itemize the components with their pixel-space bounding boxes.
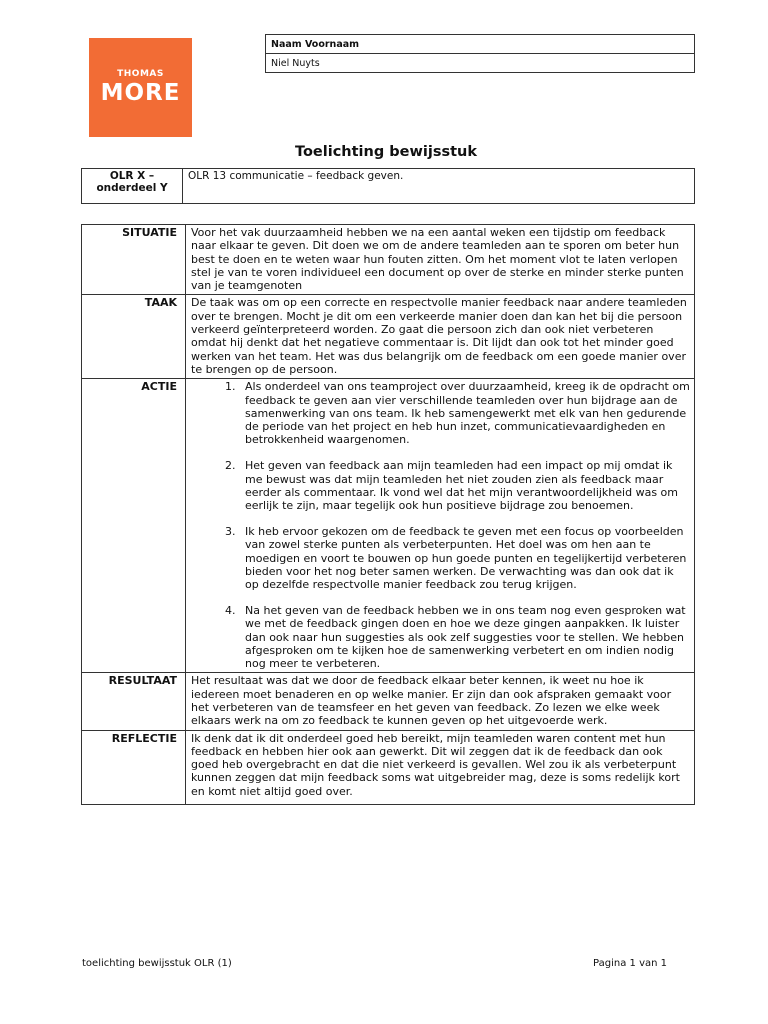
reflectie-label: REFLECTIE — [82, 730, 186, 804]
olr-label — [82, 169, 183, 204]
reflectie-text: Ik denk dat ik dit onderdeel goed heb bereikt, mijn teamleden waren content met hun feedback en hebben hier ook aan gewerkt. Dit wil zeggen dat ik de feedback dan ook goed heb overgebracht en dat die niet verkeerd is gevallen. Wel zou ik als verbeterpunt kunnen zeggen dat mijn feedback soms wat uitgebreider mag, deze is soms redelijk kort en komt niet altijd goed over. — [186, 730, 695, 804]
star-table — [81, 224, 695, 805]
actie-item: 2. Het geven van feedback aan mijn teamleden had een impact op mij omdat ik me bewust was dat mijn teamleden het niet zouden zien als feedback maar eerder als commentaar. Ik vond wel dat het mijn verantwoordelijkheid was om eerlijk te zijn, maar tegelijk ook hun positieve bijdrage zou benoemen. — [239, 459, 690, 512]
row-resultaat — [82, 673, 695, 730]
footer-document-name: toelichting bewijsstuk OLR (1) — [82, 958, 232, 969]
situatie-text: Voor het vak duurzaamheid hebben we na een aantal weken een tijdstip om feedback naar elkaar te geven. Dit doen we om de andere teamleden aan te sporen om beter hun best te doen en te weten waar hun fouten zitten. Om het moment vlot te laten verlopen stel je van te voren individueel een document op over de sterke en minder sterke punten van je teamgenoten — [186, 225, 695, 295]
footer-page-number: Pagina 1 van 1 — [593, 958, 667, 969]
name-value: Niel Nuyts — [266, 54, 695, 73]
logo-text-top: THOMAS — [117, 69, 164, 79]
name-header: Naam Voornaam — [266, 35, 695, 54]
actie-item: 3. Ik heb ervoor gekozen om de feedback te geven met een focus op voorbeelden van zowel sterke punten als verbeterpunten. Het doel was om hen aan te moedigen en voort te bouwen op hun goede punten en tegelijkertijd verbeteren bieden voor het nog beter samen werken. De verwachting was dan ook dat ik op dezelfde respectvolle manier feedback zou terug krijgen. — [239, 525, 690, 591]
resultaat-text: Het resultaat was dat we door de feedback elkaar beter kennen, ik weet nu hoe ik iedereen moet benaderen en op welke manier. Er zijn dan ook afspraken gemaakt voor het verbeteren van de teamsfeer en het geven van feedback. Zo lezen we elke week elkaars werk na om zo feedback te kunnen geven op het uitgevoerde werk. — [186, 673, 695, 730]
taak-text: De taak was om op een correcte en respectvolle manier feedback naar andere teamleden over te brengen. Mocht je dit om een verkeerde manier doen dan kan het bij die persoon verkeerd geïnterpreteerd worden. Zo gaat die persoon zich dan ook niet verbeteren omdat hij denkt dat het negatieve commentaar is. Dit lijdt dan ook tot het minder goed werken van het team. Het was dus belangrijk om de feedback om een goede manier over te brengen op de persoon. — [186, 295, 695, 379]
row-situatie — [82, 225, 695, 295]
taak-label: TAAK — [82, 295, 186, 379]
resultaat-label: RESULTAAT — [82, 673, 186, 730]
row-actie — [82, 379, 695, 673]
actie-list — [191, 380, 690, 670]
logo-text-bottom: MORE — [100, 80, 181, 106]
actie-item: 1. Als onderdeel van ons teamproject over duurzaamheid, kreeg ik de opdracht om feedback te geven aan vier verschillende teamleden over hun bijdrage aan de samenwerking van ons team. Ik heb samengewerkt met elk van hen gedurende de periode van het project en heb hun inzet, communicatievaardigheden en betrokkenheid waargenomen. — [239, 380, 690, 446]
actie-item: 4. Na het geven van de feedback hebben we in ons team nog even gesproken wat we met de feedback gingen doen en hoe we deze gingen aanpakken. Ik luister dan ook naar hun suggesties als ook zelf suggesties voor te stellen. We hebben afgesproken om te kijken hoe de samenwerking verbetert en om indien nodig nog meer te verbeteren. — [239, 604, 690, 670]
row-reflectie — [82, 730, 695, 804]
olr-label-line1: OLR X – — [109, 170, 155, 182]
name-table — [265, 34, 695, 73]
olr-table — [81, 168, 695, 204]
olr-value: OLR 13 communicatie – feedback geven. — [183, 169, 695, 204]
row-taak — [82, 295, 695, 379]
actie-label: ACTIE — [82, 379, 186, 673]
actie-content — [186, 379, 695, 673]
olr-label-line2: onderdeel Y — [96, 182, 168, 194]
situatie-label: SITUATIE — [82, 225, 186, 295]
thomas-more-logo — [89, 38, 192, 137]
document-title: Toelichting bewijsstuk — [295, 144, 477, 160]
